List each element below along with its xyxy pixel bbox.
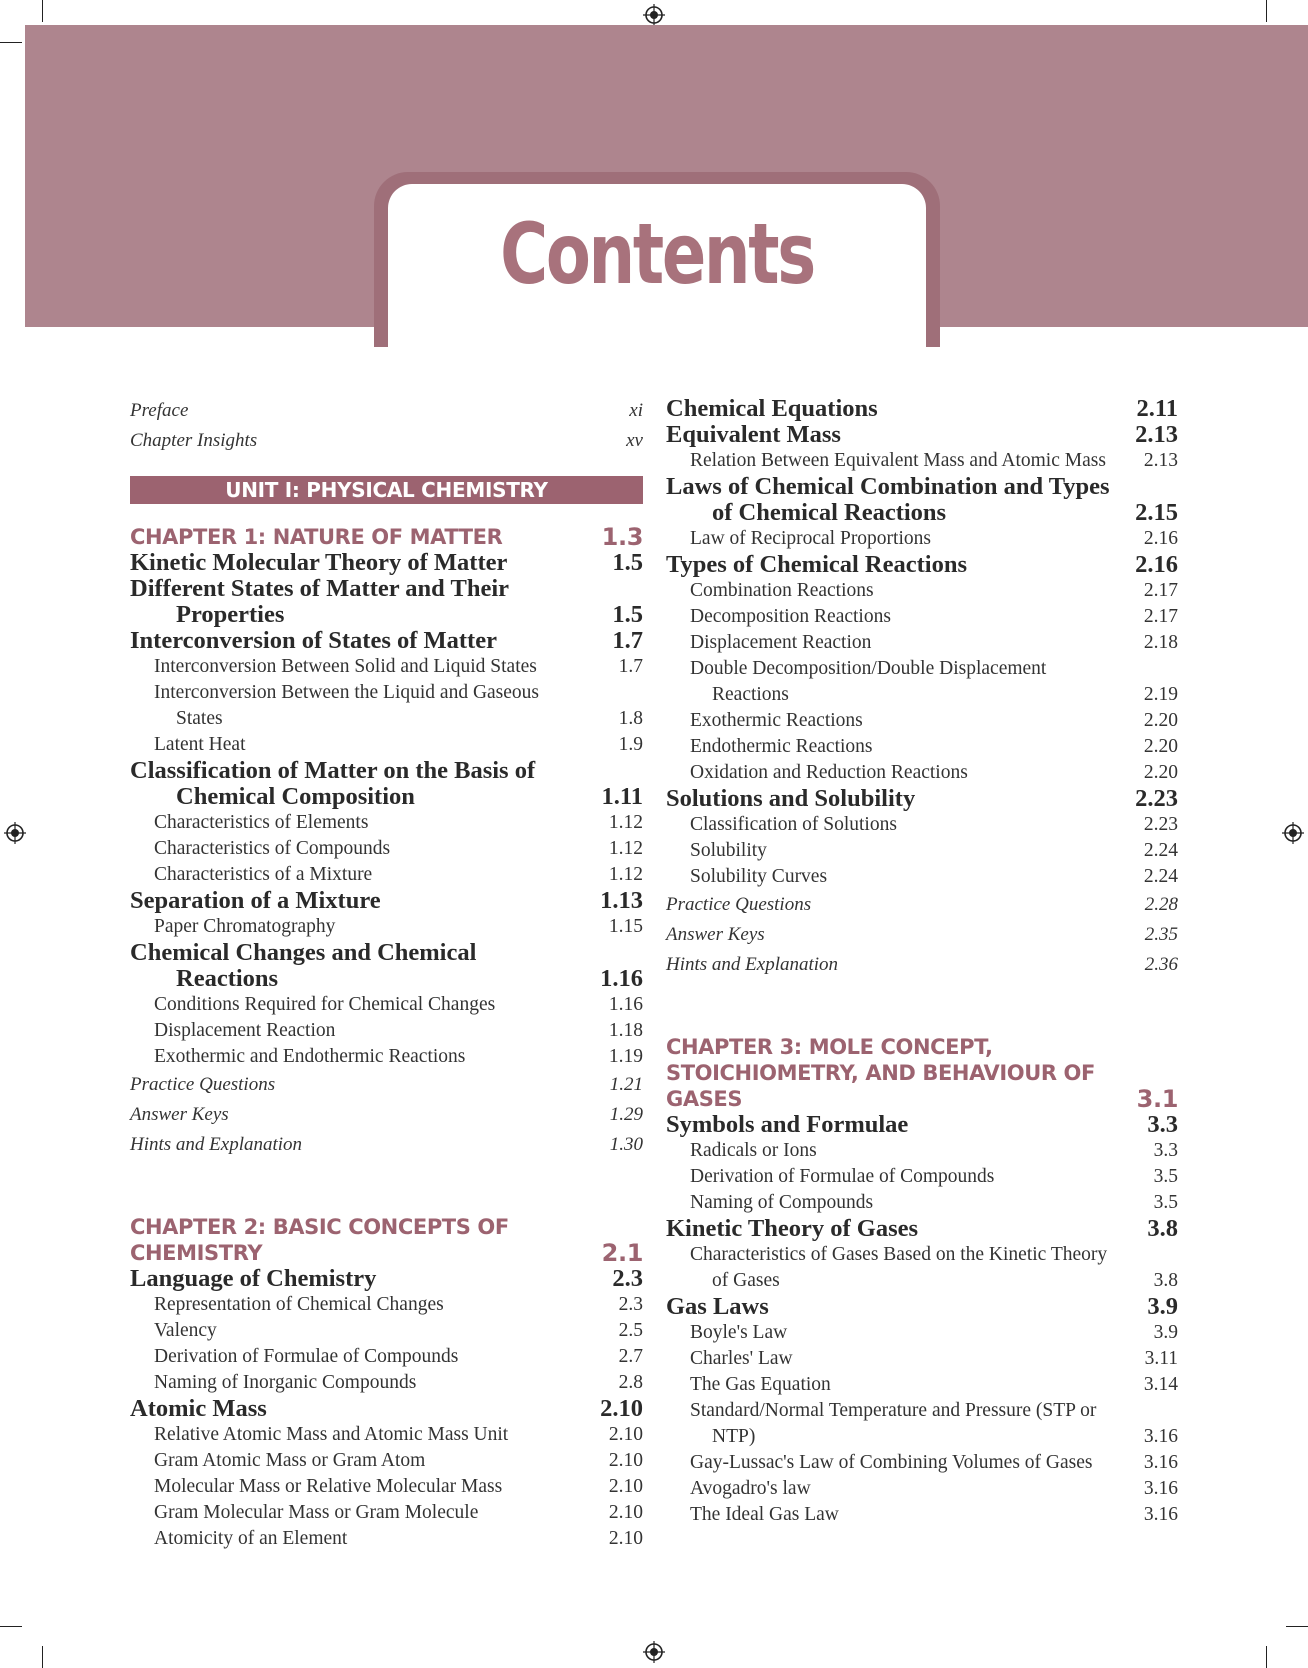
toc-subentry[interactable] — [130, 1044, 643, 1070]
toc-subentry[interactable] — [130, 914, 643, 940]
toc-entry[interactable] — [130, 576, 643, 628]
entry-page-number: 2.16 — [1135, 551, 1178, 578]
toc-back-matter[interactable] — [130, 1130, 643, 1160]
entry-page-number: 1.13 — [600, 887, 643, 914]
entry-page-number: 1.18 — [608, 1020, 643, 1041]
entry-page-number: 1.8 — [618, 708, 643, 729]
toc-subentry[interactable] — [666, 1320, 1178, 1346]
toc-list — [130, 524, 643, 1552]
entry-title: Gram Molecular Mass or Gram Molecule — [154, 1502, 479, 1523]
toc-back-matter[interactable] — [666, 890, 1178, 920]
entry-page-number: 2.3 — [618, 1294, 643, 1315]
entry-page-number: 2.23 — [1143, 814, 1178, 835]
toc-entry[interactable] — [130, 1396, 643, 1422]
toc-entry[interactable] — [130, 940, 643, 992]
entry-title: Avogadro's law — [690, 1478, 811, 1499]
entry-title: Paper Chromatography — [154, 916, 336, 937]
entry-title: Characteristics of a Mixture — [154, 864, 373, 885]
entry-title: Interconversion of States of Matter — [130, 627, 497, 654]
toc-subentry[interactable] — [666, 1502, 1178, 1528]
entry-title: Derivation of Formulae of Compounds — [154, 1346, 459, 1367]
toc-subentry[interactable] — [130, 810, 643, 836]
entry-page-number: 2.35 — [1144, 924, 1178, 945]
crop-mark — [0, 1626, 22, 1627]
toc-right-column — [666, 396, 1178, 1528]
toc-subentry[interactable] — [666, 1450, 1178, 1476]
entry-title: Relation Between Equivalent Mass and Atomic Mass — [690, 450, 1106, 471]
toc-back-matter[interactable] — [130, 426, 643, 456]
entry-page-number: 1.5 — [612, 549, 643, 576]
entry-page-number: 2.24 — [1143, 840, 1178, 861]
toc-subentry[interactable] — [130, 1500, 643, 1526]
toc-subentry[interactable] — [666, 604, 1178, 630]
toc-subentry[interactable] — [666, 526, 1178, 552]
entry-page-number: 1.12 — [608, 838, 643, 859]
entry-page-number: 1.3 — [601, 523, 643, 551]
toc-entry[interactable] — [666, 552, 1178, 578]
toc-subentry[interactable] — [666, 1190, 1178, 1216]
toc-subentry[interactable] — [130, 992, 643, 1018]
toc-subentry[interactable] — [666, 760, 1178, 786]
entry-title: Naming of Inorganic Compounds — [154, 1372, 417, 1393]
entry-page-number: 2.5 — [618, 1320, 643, 1341]
toc-back-matter[interactable] — [666, 920, 1178, 950]
toc-entry[interactable] — [130, 1266, 643, 1292]
entry-page-number: 1.30 — [609, 1134, 643, 1155]
entry-title: Valency — [154, 1320, 217, 1341]
crop-mark — [0, 42, 22, 43]
entry-page-number: 1.21 — [609, 1074, 643, 1095]
toc-subentry[interactable] — [130, 1474, 643, 1500]
crop-mark — [1266, 1646, 1267, 1668]
toc-subentry[interactable] — [130, 654, 643, 680]
crop-mark — [1266, 0, 1267, 22]
entry-page-number: 1.7 — [612, 627, 643, 654]
toc-subentry[interactable] — [666, 578, 1178, 604]
entry-page-number: 3.16 — [1143, 1426, 1178, 1447]
entry-title: Exothermic Reactions — [690, 710, 863, 731]
toc-subentry[interactable] — [130, 1422, 643, 1448]
entry-page-number: 1.29 — [609, 1104, 643, 1125]
chapter-heading[interactable] — [130, 524, 643, 550]
toc-subentry[interactable] — [666, 1398, 1178, 1450]
toc-subentry[interactable] — [130, 1370, 643, 1396]
entry-page-number: 3.1 — [1136, 1085, 1178, 1113]
entry-page-number: 1.11 — [601, 783, 643, 810]
entry-title: Law of Reciprocal Proportions — [690, 528, 931, 549]
entry-page-number: 3.9 — [1147, 1293, 1178, 1320]
entry-page-number: 2.10 — [600, 1395, 643, 1422]
entry-title: Laws of Chemical Combination and Types of Chemical Reactions — [666, 473, 1110, 526]
toc-left-column — [130, 396, 643, 1552]
toc-entry[interactable] — [666, 1216, 1178, 1242]
entry-title: Exothermic and Endothermic Reactions — [154, 1046, 466, 1067]
entry-title: The Gas Equation — [690, 1374, 831, 1395]
entry-title: CHAPTER 2: BASIC CONCEPTS OF CHEMISTRY — [130, 1215, 509, 1265]
entry-page-number: 3.16 — [1143, 1504, 1178, 1525]
toc-subentry[interactable] — [666, 1476, 1178, 1502]
toc-subentry[interactable] — [666, 838, 1178, 864]
entry-title: Characteristics of Gases Based on the Kinetic Theory of Gases — [690, 1244, 1108, 1291]
toc-subentry[interactable] — [666, 1372, 1178, 1398]
entry-title: Practice Questions — [666, 894, 812, 915]
toc-entry[interactable] — [666, 1112, 1178, 1138]
toc-entry[interactable] — [666, 396, 1178, 422]
registration-mark-icon — [643, 4, 665, 26]
toc-subentry[interactable] — [130, 1018, 643, 1044]
entry-page-number: 1.9 — [618, 734, 643, 755]
entry-page-number: 2.18 — [1143, 632, 1178, 653]
front-matter-list — [130, 396, 643, 456]
entry-title: Interconversion Between the Liquid and Gaseous States — [154, 682, 540, 729]
entry-page-number: 2.36 — [1144, 954, 1178, 975]
entry-page-number: 1.16 — [600, 965, 643, 992]
entry-title: Classification of Matter on the Basis of Chemical Composition — [130, 757, 536, 810]
entry-title: Equivalent Mass — [666, 421, 841, 448]
toc-subentry[interactable] — [130, 1344, 643, 1370]
entry-page-number: 1.12 — [608, 864, 643, 885]
toc-back-matter[interactable] — [130, 396, 643, 426]
toc-entry[interactable] — [130, 628, 643, 654]
entry-page-number: 2.10 — [608, 1424, 643, 1445]
entry-page-number: 3.8 — [1147, 1215, 1178, 1242]
entry-title: Displacement Reaction — [690, 632, 872, 653]
unit-heading: UNIT I: PHYSICAL CHEMISTRY — [130, 476, 643, 504]
entry-title: Gas Laws — [666, 1293, 769, 1320]
entry-page-number: 1.16 — [608, 994, 643, 1015]
entry-page-number: 1.12 — [608, 812, 643, 833]
entry-title: Answer Keys — [130, 1104, 229, 1125]
crop-mark — [1286, 1626, 1308, 1627]
entry-title: Chemical Changes and Chemical Reactions — [130, 939, 477, 992]
crop-mark — [42, 1646, 43, 1668]
entry-title: Latent Heat — [154, 734, 246, 755]
entry-title: Characteristics of Compounds — [154, 838, 391, 859]
entry-title: Language of Chemistry — [130, 1265, 377, 1292]
entry-title: Combination Reactions — [690, 580, 874, 601]
entry-page-number: 3.9 — [1153, 1322, 1178, 1343]
entry-title: Symbols and Formulae — [666, 1111, 909, 1138]
registration-mark-icon — [4, 822, 26, 844]
toc-back-matter[interactable] — [666, 950, 1178, 980]
entry-title: Relative Atomic Mass and Atomic Mass Unit — [154, 1424, 509, 1445]
entry-title: Hints and Explanation — [666, 954, 839, 975]
entry-title: Molecular Mass or Relative Molecular Mass — [154, 1476, 503, 1497]
entry-title: Double Decomposition/Double Displacement Reactions — [690, 658, 1047, 705]
entry-page-number: 1.15 — [608, 916, 643, 937]
chapter-heading[interactable] — [666, 1034, 1178, 1112]
entry-title: Oxidation and Reduction Reactions — [690, 762, 968, 783]
entry-page-number: 2.19 — [1143, 684, 1178, 705]
entry-page-number: 2.13 — [1143, 450, 1178, 471]
entry-page-number: 2.10 — [608, 1476, 643, 1497]
entry-title: CHAPTER 1: NATURE OF MATTER — [130, 525, 503, 549]
entry-title: Decomposition Reactions — [690, 606, 891, 627]
toc-subentry[interactable] — [130, 680, 643, 732]
entry-page-number: 2.8 — [618, 1372, 643, 1393]
toc-subentry[interactable] — [130, 862, 643, 888]
entry-title: Hints and Explanation — [130, 1134, 303, 1155]
entry-title: Atomicity of an Element — [154, 1528, 348, 1549]
registration-mark-icon — [643, 1641, 665, 1663]
entry-page-number: 3.16 — [1143, 1478, 1178, 1499]
entry-title: Charles' Law — [690, 1348, 793, 1369]
toc-subentry[interactable] — [666, 812, 1178, 838]
entry-page-number: 2.24 — [1143, 866, 1178, 887]
entry-page-number: 3.14 — [1143, 1374, 1178, 1395]
toc-entry[interactable] — [666, 422, 1178, 448]
chapter-heading[interactable] — [130, 1214, 643, 1266]
toc-subentry[interactable] — [666, 630, 1178, 656]
toc-entry[interactable] — [130, 888, 643, 914]
toc-subentry[interactable] — [666, 864, 1178, 890]
entry-title: Characteristics of Elements — [154, 812, 369, 833]
entry-page-number: 2.1 — [601, 1239, 643, 1267]
entry-page-number: 3.5 — [1153, 1192, 1178, 1213]
entry-title: Gay-Lussac's Law of Combining Volumes of Gases — [690, 1452, 1093, 1473]
entry-page-number: 3.3 — [1153, 1140, 1178, 1161]
entry-page-number: 3.11 — [1144, 1348, 1178, 1369]
toc-subentry[interactable] — [666, 734, 1178, 760]
toc-back-matter[interactable] — [130, 1070, 643, 1100]
entry-title: Interconversion Between Solid and Liquid States — [154, 656, 537, 677]
toc-subentry[interactable] — [666, 448, 1178, 474]
entry-page-number: 2.20 — [1143, 762, 1178, 783]
entry-title: Gram Atomic Mass or Gram Atom — [154, 1450, 426, 1471]
toc-subentry[interactable] — [130, 1526, 643, 1552]
entry-page-number: 2.15 — [1135, 499, 1178, 526]
entry-page-number: 2.28 — [1144, 894, 1178, 915]
toc-subentry[interactable] — [666, 656, 1178, 708]
toc-subentry[interactable] — [666, 1138, 1178, 1164]
entry-title: Naming of Compounds — [690, 1192, 874, 1213]
entry-title: Representation of Chemical Changes — [154, 1294, 444, 1315]
toc-entry[interactable] — [666, 786, 1178, 812]
entry-page-number: 2.3 — [612, 1265, 643, 1292]
entry-page-number: 2.13 — [1135, 421, 1178, 448]
entry-page-number: 2.11 — [1136, 395, 1178, 422]
entry-title: Boyle's Law — [690, 1322, 788, 1343]
entry-title: Answer Keys — [666, 924, 765, 945]
entry-page-number: 2.10 — [608, 1450, 643, 1471]
entry-title: Classification of Solutions — [690, 814, 897, 835]
entry-page-number: xv — [626, 430, 643, 451]
entry-title: Standard/Normal Temperature and Pressure (STP or NTP) — [690, 1400, 1097, 1447]
entry-title: Derivation of Formulae of Compounds — [690, 1166, 995, 1187]
toc-subentry[interactable] — [130, 836, 643, 862]
entry-page-number: 3.8 — [1153, 1270, 1178, 1291]
entry-title: Separation of a Mixture — [130, 887, 381, 914]
entry-title: Displacement Reaction — [154, 1020, 336, 1041]
entry-title: Chemical Equations — [666, 395, 878, 422]
entry-title: Conditions Required for Chemical Changes — [154, 994, 496, 1015]
entry-page-number: 1.5 — [612, 601, 643, 628]
entry-title: CHAPTER 3: MOLE CONCEPT, STOICHIOMETRY, AND BEHAVIOUR OF GASES — [666, 1035, 1095, 1111]
toc-entry[interactable] — [666, 1294, 1178, 1320]
entry-page-number: 3.16 — [1143, 1452, 1178, 1473]
entry-page-number: 1.19 — [608, 1046, 643, 1067]
entry-page-number: 2.23 — [1135, 785, 1178, 812]
toc-subentry[interactable] — [666, 708, 1178, 734]
toc-entry[interactable] — [666, 474, 1178, 526]
entry-page-number: 2.20 — [1143, 736, 1178, 757]
entry-title: Types of Chemical Reactions — [666, 551, 967, 578]
entry-title: Kinetic Molecular Theory of Matter — [130, 549, 508, 576]
entry-page-number: 2.10 — [608, 1502, 643, 1523]
entry-title: Different States of Matter and Their Properties — [130, 575, 509, 628]
entry-page-number: 2.17 — [1143, 606, 1178, 627]
entry-page-number: 2.17 — [1143, 580, 1178, 601]
toc-subentry[interactable] — [666, 1346, 1178, 1372]
entry-page-number: 3.3 — [1147, 1111, 1178, 1138]
entry-title: Kinetic Theory of Gases — [666, 1215, 919, 1242]
toc-subentry[interactable] — [666, 1164, 1178, 1190]
entry-page-number: xi — [629, 400, 643, 421]
entry-page-number: 1.7 — [618, 656, 643, 677]
entry-page-number: 2.10 — [608, 1528, 643, 1549]
toc-subentry[interactable] — [666, 1242, 1178, 1294]
entry-title: The Ideal Gas Law — [690, 1504, 839, 1525]
entry-page-number: 3.5 — [1153, 1166, 1178, 1187]
entry-page-number: 2.16 — [1143, 528, 1178, 549]
entry-title: Endothermic Reactions — [690, 736, 873, 757]
toc-back-matter[interactable] — [130, 1100, 643, 1130]
entry-title: Practice Questions — [130, 1074, 276, 1095]
entry-title: Preface — [130, 400, 189, 421]
entry-title: Atomic Mass — [130, 1395, 267, 1422]
entry-title: Solubility — [690, 840, 767, 861]
toc-subentry[interactable] — [130, 1448, 643, 1474]
entry-title: Solutions and Solubility — [666, 785, 916, 812]
entry-page-number: 2.20 — [1143, 710, 1178, 731]
toc-subentry[interactable] — [130, 1292, 643, 1318]
toc-list — [666, 396, 1178, 1528]
entry-title: Solubility Curves — [690, 866, 828, 887]
section-gap — [130, 1160, 643, 1214]
page-title: Contents — [500, 205, 814, 303]
toc-entry[interactable] — [130, 550, 643, 576]
entry-title: Radicals or Ions — [690, 1140, 817, 1161]
section-gap — [666, 980, 1178, 1034]
toc-entry[interactable] — [130, 758, 643, 810]
entry-page-number: 2.7 — [618, 1346, 643, 1367]
toc-subentry[interactable] — [130, 1318, 643, 1344]
crop-mark — [42, 0, 43, 22]
toc-subentry[interactable] — [130, 732, 643, 758]
registration-mark-icon — [1282, 822, 1304, 844]
entry-title: Chapter Insights — [130, 430, 258, 451]
